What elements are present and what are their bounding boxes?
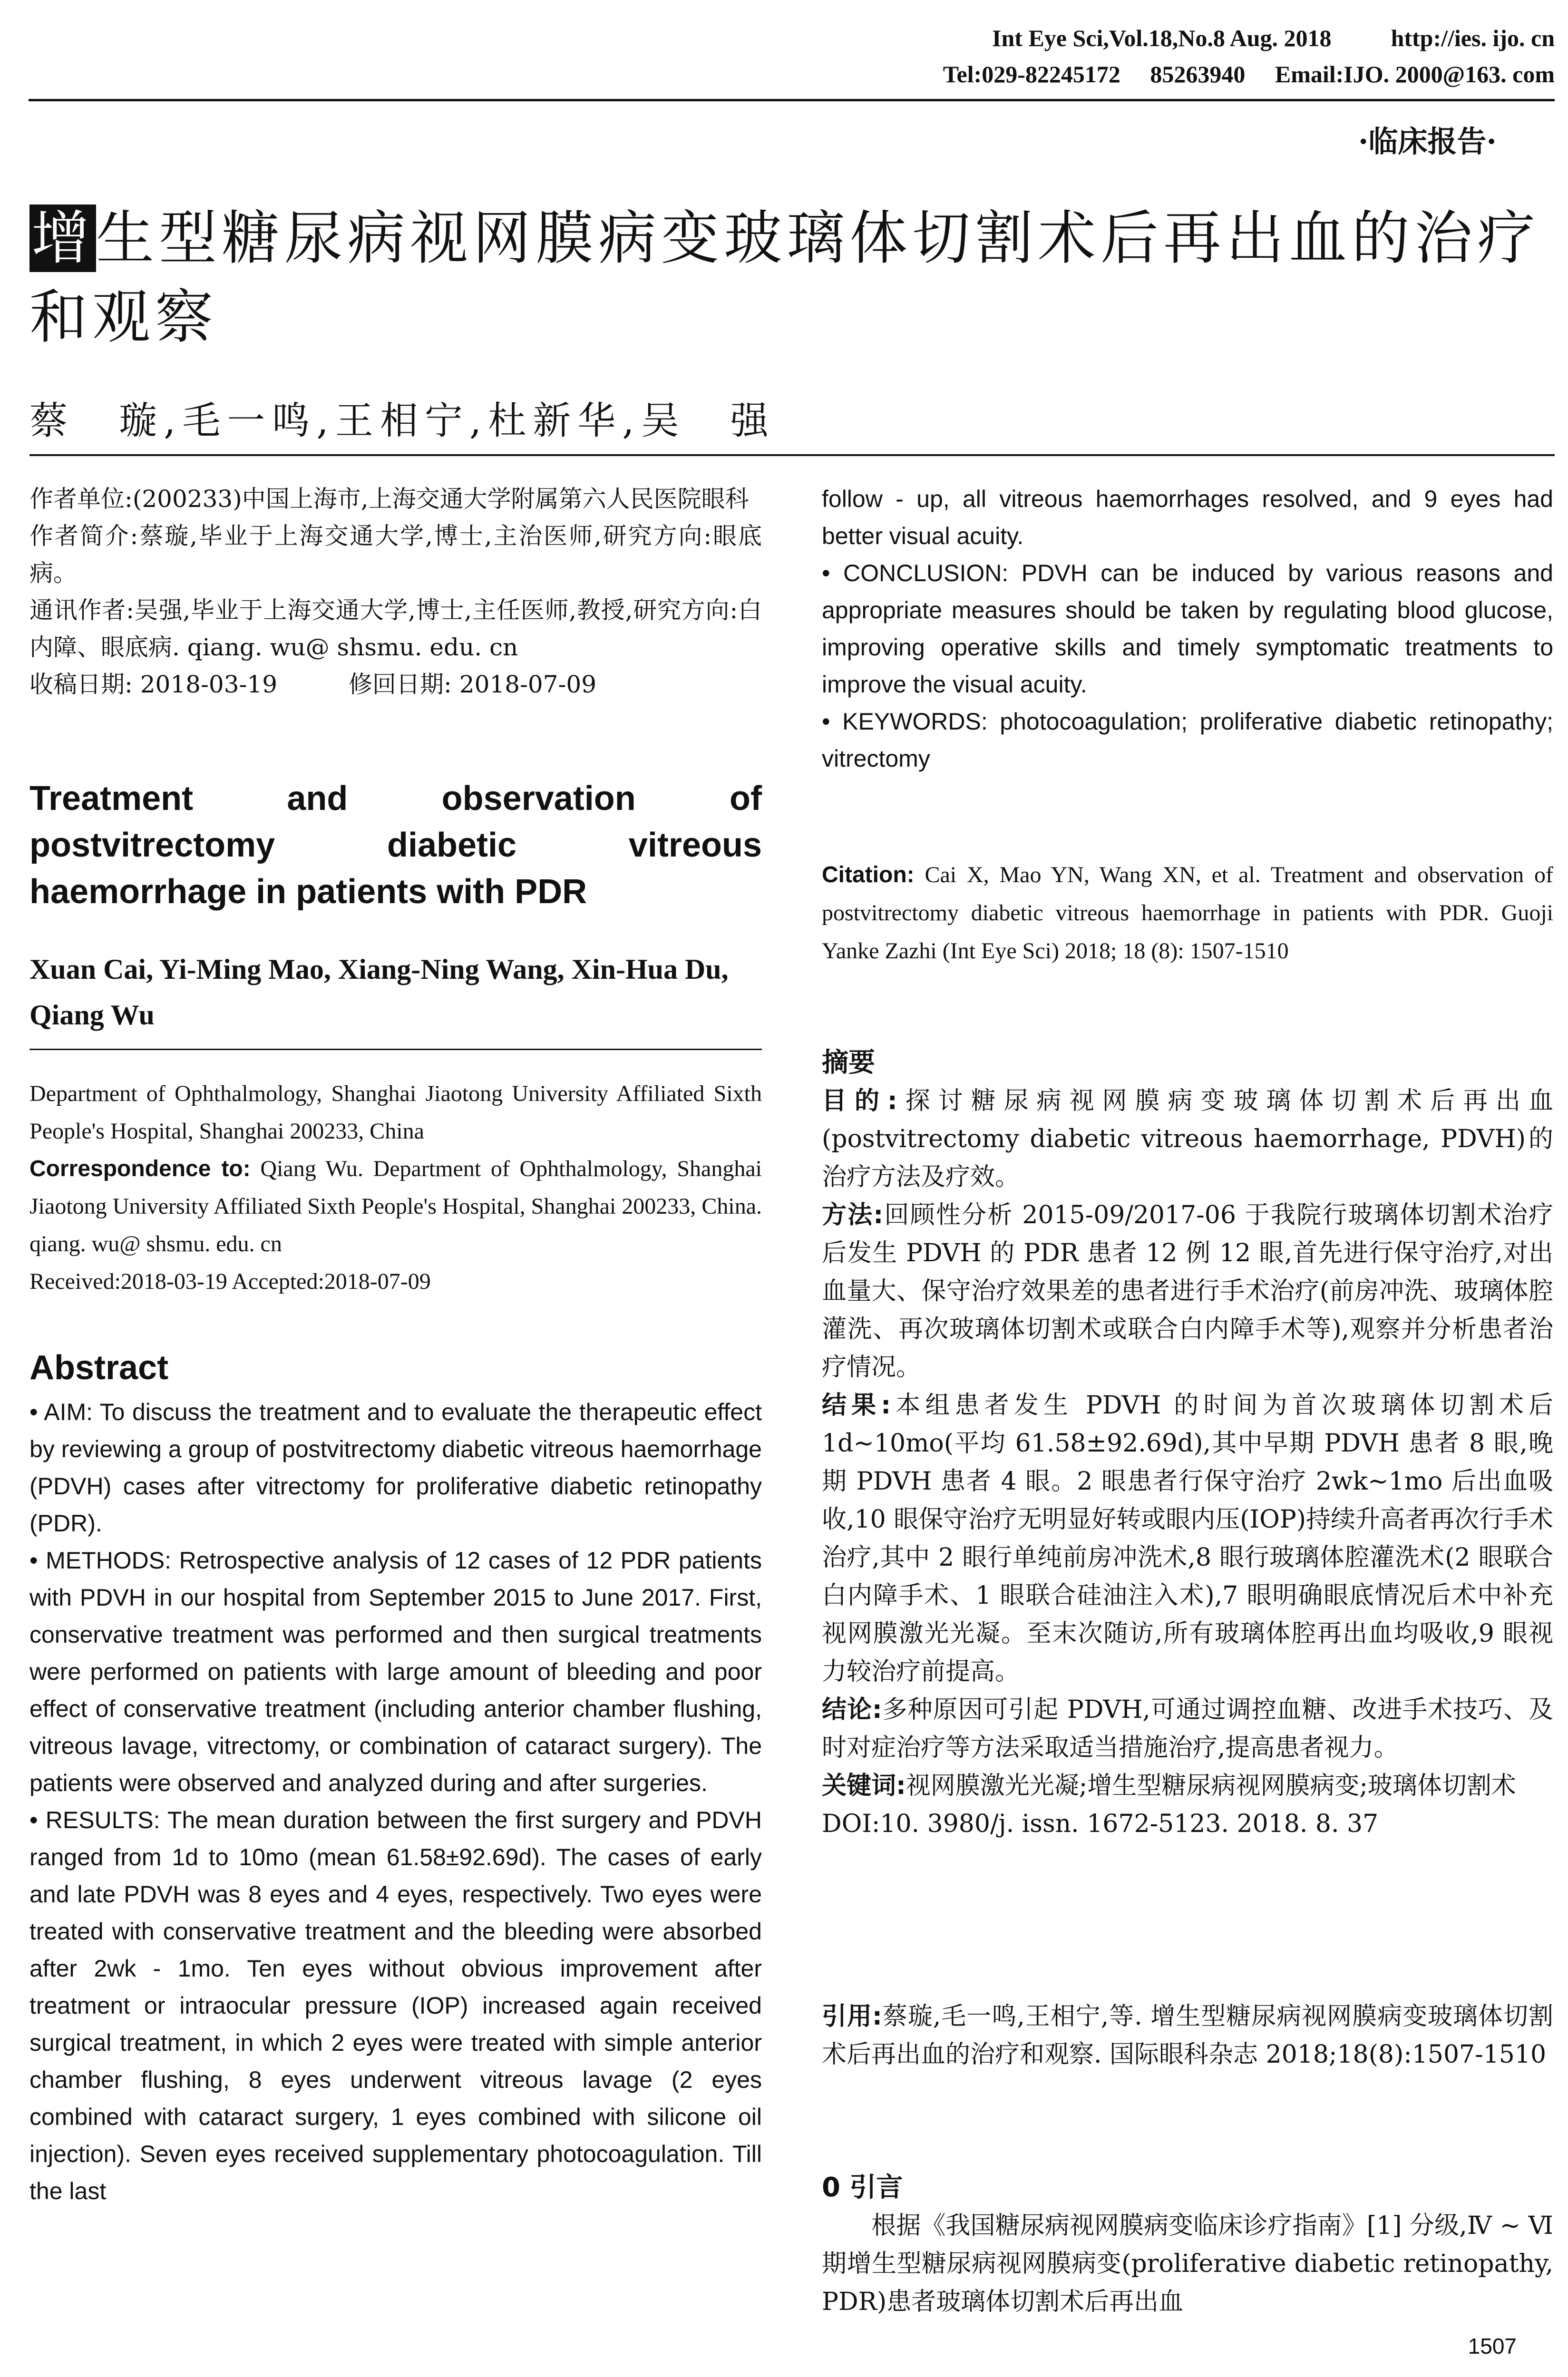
zh-conclusion (822, 1691, 1553, 1767)
corresponding-author: 通讯作者:吴强,毕业于上海交通大学,博士,主任医师,教授,研究方向:白内障、眼底病. qiang. wu@ shsmu. edu. cn (29, 596, 762, 661)
abstract-results-cont: follow - up, all vitreous haemorrhages resolved, and 9 eyes had better visual acuity. (822, 486, 1553, 549)
citation-cn-text: 蔡璇,毛一鸣,王相宁,等. 增生型糖尿病视网膜病变玻璃体切割术后再出血的治疗和观察. 国际眼科杂志 2018;18(8):1507-1510 (822, 2002, 1554, 2069)
english-affiliation (29, 1075, 762, 1300)
zh-conclusion-text: 多种原因可引起 PDVH,可通过调控血糖、改进手术技巧、及时对症治疗等方法采取适当措施治疗,提高患者视力。 (822, 1695, 1553, 1762)
doi[interactable]: DOI:10. 3980/j. issn. 1672-5123. 2018. 8. 37 (822, 1810, 1379, 1838)
introduction (822, 2169, 1553, 2321)
zh-methods (822, 1196, 1553, 1386)
abstract-continued (822, 480, 1553, 777)
correspondence (29, 1150, 762, 1263)
affiliation-dept: Department of Ophthalmology, Shanghai Jiaotong University Affiliated Sixth People's Hospital, Shanghai 200233, China (29, 1081, 762, 1144)
article-title (29, 199, 1547, 357)
page-number: 1507 (1468, 2334, 1517, 2358)
received-en: Received:2018-03-19 (29, 1269, 227, 1294)
abstract-conclusion: • CONCLUSION: PDVH can be induced by various reasons and appropriate measures should be taken by regulating blood glucose, improving operative skills and timely symptomatic treatments to improve the visual acuity. (822, 560, 1553, 698)
correspondence-text: Qiang Wu. Department of Ophthalmology, Shanghai Jiaotong University Affiliated Sixth People's Hospital, Shanghai 200233, China. qiang. wu@ shsmu. edu. cn (29, 1156, 762, 1257)
zh-aim-label: 目的: (822, 1087, 897, 1115)
zh-abstract (822, 1044, 1553, 1843)
authors-cn: 蔡 璇,毛一鸣,王相宁,杜新华,吴 强 (29, 399, 775, 443)
zh-results-label: 结果: (822, 1391, 891, 1420)
journal-tel: Tel:029-82245172 (943, 61, 1120, 88)
title-rest: 生型糖尿病视网膜病变玻璃体切割术后再出血的治疗和观察 (29, 205, 1540, 351)
accepted-en: Accepted:2018-07-09 (232, 1269, 431, 1294)
citation-cn-label: 引用: (822, 2002, 882, 2031)
abstract-keywords: • KEYWORDS: photocoagulation; proliferative diabetic retinopathy; vitrectomy (822, 708, 1553, 772)
journal-tel2: 85263940 (1150, 61, 1246, 88)
zh-methods-label: 方法: (822, 1201, 884, 1229)
zh-abstract-heading: 摘要 (822, 1047, 875, 1078)
citation-en-text: Cai X, Mao YN, Wang XN, et al. Treatment and observation of postvitrectomy diabetic vitreous haemorrhage in patients with PDR. Guoji Yanke Zazhi (Int Eye Sci) 2018; 18 (8): 1507-1510 (822, 862, 1553, 964)
running-header-line1 (992, 23, 1555, 53)
zh-methods-text: 回顾性分析 2015-09/2017-06 于我院行玻璃体切割术治疗后发生 PDVH 的 PDR 患者 12 例 12 眼,首先进行保守治疗,对出血量大、保守治疗效果差的患者进行手术治疗(前房冲洗、玻璃体腔灌洗、再次玻璃体切割术或联合白内障手术等),观察并分析患者治疗情况。 (822, 1201, 1554, 1382)
abstract-body (29, 1393, 762, 2210)
journal-url[interactable]: http://ies. ijo. cn (1391, 25, 1555, 51)
zh-keywords-text: 视网膜激光光凝;增生型糖尿病视网膜病变;玻璃体切割术 (906, 1772, 1516, 1800)
received-cn: 收稿日期: 2018-03-19 (29, 671, 278, 698)
zh-keywords-label: 关键词: (822, 1772, 906, 1800)
title-rule (29, 454, 1555, 456)
section-tag: ·临床报告· (1358, 124, 1497, 159)
citation-en-label: Citation: (822, 862, 915, 887)
journal-email[interactable]: Email:IJO. 2000@163. com (1275, 61, 1555, 88)
author-bio: 作者简介:蔡璇,毕业于上海交通大学,博士,主治医师,研究方向:眼底病。 (29, 522, 762, 587)
english-title: Treatment and observation of postvitrectomy diabetic vitreous haemorrhage in patients with PDR (29, 779, 762, 911)
intro-heading: 0 引言 (822, 2172, 903, 2203)
zh-keywords (822, 1767, 1553, 1805)
citation-en (822, 856, 1553, 970)
title-first-char: 增 (29, 205, 96, 272)
abstract-aim: • AIM: To discuss the treatment and to evaluate the therapeutic effect by reviewing a group of postvitrectomy diabetic vitreous haemorrhage (PDVH) cases after vitrectomy for proliferative diabetic retinopathy (PDR). (29, 1399, 762, 1537)
zh-aim-text: 探讨糖尿病视网膜病变玻璃体切割术后再出血(postvitrectomy diabetic vitreous haemorrhage, PDVH)的治疗方法及疗效。 (822, 1087, 1554, 1191)
author-unit: 作者单位:(200233)中国上海市,上海交通大学附属第六人民医院眼科 (29, 485, 749, 513)
zh-results (822, 1386, 1553, 1691)
author-info (29, 480, 762, 703)
abstract-heading: Abstract (29, 1349, 169, 1387)
header-rule (29, 99, 1555, 101)
abstract-methods: • METHODS: Retrospective analysis of 12 cases of 12 PDR patients with PDVH in our hospital from September 2015 to June 2017. First, conservative treatment was performed and then surgical treatments were performed on patients with large amount of bleeding and poor effect of conservative treatment (including anterior chamber flushing, vitreous lavage, vitrectomy, or combination of cataract surgery). The patients were observed and analyzed during and after surgeries. (29, 1547, 762, 1796)
zh-conclusion-label: 结论: (822, 1695, 882, 1724)
running-header-line2 (943, 59, 1555, 89)
intro-text: 根据《我国糖尿病视网膜病变临床诊疗指南》[1] 分级,Ⅳ ~ Ⅵ 期增生型糖尿病视网膜病变(proliferative diabetic retinopathy, PDR)患者玻璃体切割术后再出血 (822, 2211, 1553, 2316)
dates-cn (29, 666, 762, 703)
authors-rule (29, 1049, 762, 1050)
journal-info: Int Eye Sci,Vol.18,No.8 Aug. 2018 (992, 25, 1332, 51)
english-authors: Xuan Cai, Yi-Ming Mao, Xiang-Ning Wang, Xin-Hua Du, Qiang Wu (29, 954, 729, 1031)
abstract-results: • RESULTS: The mean duration between the first surgery and PDVH ranged from 1d to 10mo (mean 61.58±92.69d). The cases of early and late PDVH was 8 eyes and 4 eyes, respectively. Two eyes were treated with conservative treatment and the bleeding were absorbed after 2wk - 1mo. Ten eyes without obvious improvement after treatment or intraocular pressure (IOP) increased again received surgical treatment, in which 2 eyes were treated with simple anterior chamber flushing, 8 eyes underwent vitreous lavage (2 eyes combined with cataract surgery, 1 eyes combined with silicone oil injection). Seven eyes received supplementary photocoagulation. Till the last (29, 1807, 762, 2204)
zh-aim (822, 1082, 1553, 1196)
dates-en (29, 1263, 762, 1300)
zh-results-text: 本组患者发生 PDVH 的时间为首次玻璃体切割术后 1d~10mo(平均 61.58±92.69d),其中早期 PDVH 患者 8 眼,晚期 PDVH 患者 4 眼。2 眼患者行保守治疗 2wk~1mo 后出血吸收,10 眼保守治疗无明显好转或眼内压(IOP)持续升高者再次行手术治疗,其中 2 眼行单纯前房冲洗术,8 眼行玻璃体腔灌洗术(2 眼联合白内障手术、1 眼联合硅油注入术),7 眼明确眼底情况后术中补充视网膜激光光凝。至末次随访,所有玻璃体腔再出血均吸收,9 眼视力较治疗前提高。 (822, 1391, 1554, 1686)
correspondence-label: Correspondence to: (29, 1156, 251, 1181)
revised-cn: 修回日期: 2018-07-09 (349, 671, 597, 698)
citation-cn (822, 1997, 1553, 2074)
